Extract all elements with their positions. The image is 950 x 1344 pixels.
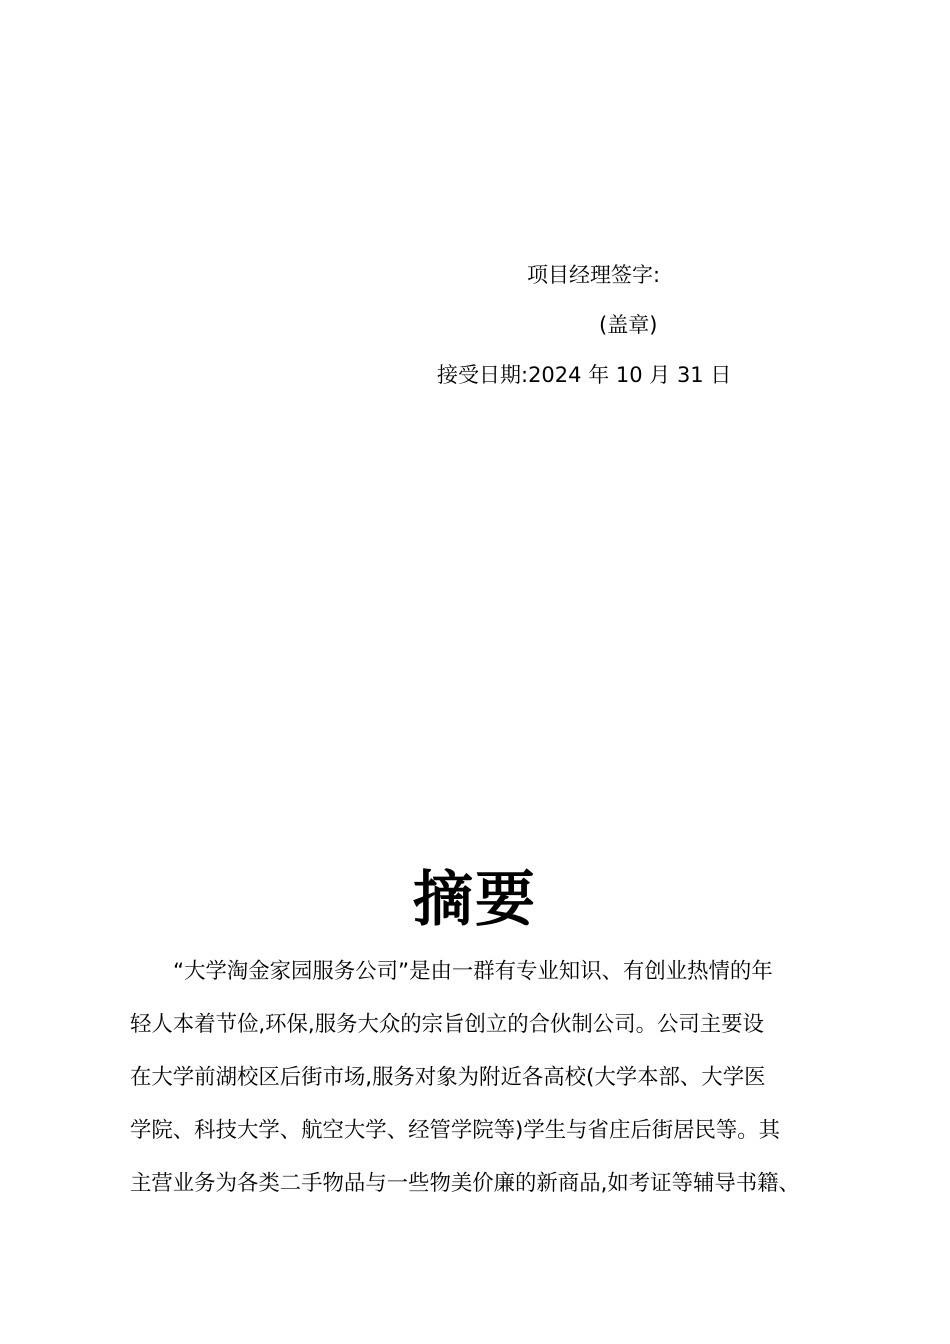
seal-label: (盖章): [599, 313, 658, 337]
abstract-line: 主营业务为各类二手物品与一些物美价廉的新商品,如考证等辅导书籍、: [130, 1171, 800, 1196]
abstract-line: “大学淘金家园服务公司”是由一群有专业知识、有创业热情的年: [173, 959, 773, 984]
abstract-line: 轻人本着节俭,环保,服务大众的宗旨创立的合伙制公司。公司主要设: [130, 1012, 764, 1037]
abstract-body: [130, 952, 850, 1217]
manager-signature-label: 项目经理签字:: [527, 263, 661, 287]
acceptance-date: 接受日期:2024 年 10 月 31 日: [437, 363, 732, 387]
abstract-title: 摘要: [413, 865, 537, 935]
abstract-line: 学院、科技大学、航空大学、经管学院等)学生与省庄后街居民等。其: [130, 1118, 781, 1143]
abstract-line: 在大学前湖校区后街市场,服务对象为附近各高校(大学本部、大学医: [130, 1065, 766, 1090]
